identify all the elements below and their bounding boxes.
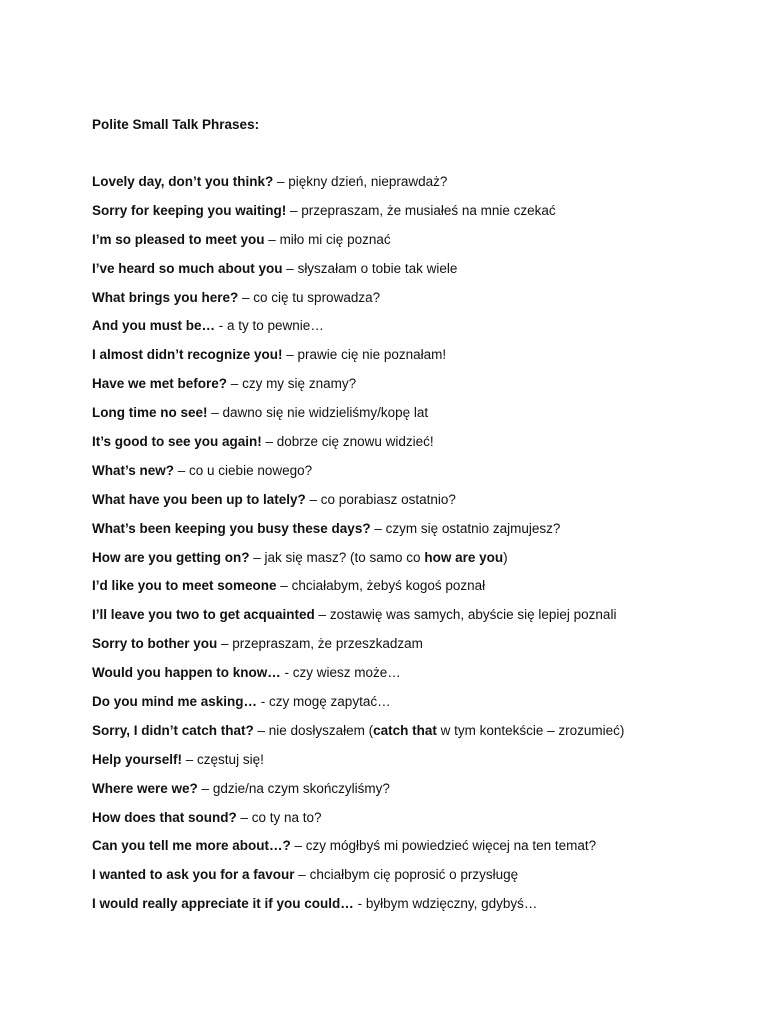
phrase-separator: –: [282, 347, 298, 363]
english-phrase: I’ll leave you two to get acquainted: [92, 607, 315, 623]
phrase-separator: –: [238, 289, 254, 305]
polish-translation: częstuj się!: [197, 751, 264, 767]
polish-translation: gdzie/na czym skończyliśmy?: [212, 780, 390, 796]
phrase-separator: -: [353, 896, 366, 912]
phrase-list: [92, 173, 624, 924]
polish-translation: byłbym wdzięczny, gdybyś…: [365, 896, 538, 912]
english-phrase: What brings you here?: [92, 289, 239, 305]
polish-translation: piękny dzień, nieprawdaż?: [288, 174, 448, 189]
phrase-separator: –: [370, 520, 386, 536]
polish-translation-tail: w tym kontekście – zrozumieć): [436, 722, 625, 738]
phrase-separator: –: [264, 231, 280, 247]
phrase-item: [92, 404, 624, 433]
polish-translation: czym się ostatnio zajmujesz?: [385, 520, 561, 536]
phrase-separator: –: [286, 202, 302, 218]
polish-translation: co porabiasz ostatnio?: [320, 491, 456, 507]
polish-translation: słyszałam o tobie tak wiele: [297, 260, 458, 276]
polish-translation: co ty na to?: [251, 809, 322, 825]
phrase-separator: -: [215, 318, 228, 334]
phrase-item: [92, 664, 624, 693]
phrase-item: [92, 722, 624, 751]
phrase-item: [92, 462, 624, 491]
phrase-separator: –: [290, 838, 306, 854]
polish-translation: czy wiesz może…: [292, 665, 401, 681]
polish-translation-emphasis: catch that: [373, 722, 437, 738]
polish-translation: miło mi cię poznać: [279, 231, 391, 247]
phrase-separator: –: [217, 636, 233, 652]
english-phrase: And you must be…: [92, 318, 216, 334]
phrase-separator: –: [305, 491, 321, 507]
phrase-separator: –: [314, 607, 330, 623]
polish-translation: dawno się nie widzieliśmy/kopę lat: [222, 405, 429, 421]
english-phrase: How are you getting on?: [92, 549, 250, 565]
english-phrase: Can you tell me more about…?: [92, 838, 291, 854]
phrase-item: [92, 751, 624, 780]
english-phrase: Help yourself!: [92, 751, 183, 767]
phrase-item: [92, 635, 624, 664]
polish-translation: chciałabym, żebyś kogoś poznał: [291, 578, 486, 594]
phrase-item: [92, 577, 624, 606]
polish-translation: zostawię was samych, abyście się lepiej poznali: [329, 607, 617, 623]
english-phrase: I wanted to ask you for a favour: [92, 867, 295, 883]
english-phrase: Sorry for keeping you waiting!: [92, 202, 287, 218]
english-phrase: Long time no see!: [92, 405, 208, 421]
english-phrase: Would you happen to know…: [92, 665, 281, 681]
phrase-item: [92, 780, 624, 809]
polish-translation: prawie cię nie poznałam!: [297, 347, 447, 363]
english-phrase: What have you been up to lately?: [92, 491, 306, 507]
polish-translation: dobrze cię znowu widzieć!: [276, 434, 434, 450]
phrase-separator: –: [282, 260, 298, 276]
english-phrase: What’s new?: [92, 462, 175, 478]
english-phrase: What’s been keeping you busy these days?: [92, 520, 371, 536]
phrase-separator: –: [227, 376, 243, 392]
phrase-item: [92, 866, 624, 895]
phrase-item: [92, 346, 624, 375]
document-title: Polite Small Talk Phrases:: [92, 117, 260, 132]
english-phrase: Sorry, I didn’t catch that?: [92, 722, 254, 738]
english-phrase: Have we met before?: [92, 376, 228, 392]
english-phrase: Do you mind me asking…: [92, 694, 258, 710]
phrase-separator: –: [207, 405, 223, 421]
phrase-item: [92, 375, 624, 404]
polish-translation-tail: ): [503, 549, 508, 565]
polish-translation-emphasis: how are you: [424, 549, 504, 565]
phrase-item: [92, 837, 624, 866]
phrase-separator: –: [236, 809, 252, 825]
polish-translation: czy mogę zapytać…: [269, 694, 391, 710]
phrase-separator: –: [276, 578, 292, 594]
english-phrase: How does that sound?: [92, 809, 237, 825]
phrase-item: [92, 433, 624, 462]
polish-translation: a ty to pewnie…: [227, 318, 324, 334]
phrase-separator: –: [253, 722, 269, 738]
phrase-item: [92, 173, 624, 202]
polish-translation: czy my się znamy?: [242, 376, 357, 392]
polish-translation: przepraszam, że przeszkadzam: [232, 636, 423, 652]
phrase-item: [92, 809, 624, 838]
polish-translation: nie dosłyszałem (: [268, 722, 374, 738]
phrase-separator: –: [261, 434, 277, 450]
english-phrase: I’ve heard so much about you: [92, 260, 283, 276]
english-phrase: It’s good to see you again!: [92, 434, 262, 450]
english-phrase: Sorry to bother you: [92, 636, 218, 652]
phrase-separator: –: [273, 174, 289, 189]
phrase-separator: –: [197, 780, 213, 796]
phrase-item: [92, 549, 624, 578]
english-phrase: I’m so pleased to meet you: [92, 231, 265, 247]
polish-translation: czy mógłbyś mi powiedzieć więcej na ten temat?: [305, 838, 597, 854]
english-phrase: I would really appreciate it if you could…: [92, 896, 354, 912]
phrase-item: [92, 895, 624, 924]
phrase-separator: –: [174, 462, 190, 478]
english-phrase: Where were we?: [92, 780, 198, 796]
phrase-separator: –: [182, 751, 198, 767]
phrase-item: [92, 693, 624, 722]
english-phrase: I almost didn’t recognize you!: [92, 347, 283, 363]
english-phrase: Lovely day, don’t you think?: [92, 174, 274, 189]
phrase-item: [92, 491, 624, 520]
english-phrase: I’d like you to meet someone: [92, 578, 277, 594]
phrase-item: [92, 520, 624, 549]
phrase-separator: –: [294, 867, 310, 883]
phrase-item: [92, 202, 624, 231]
phrase-item: [92, 317, 624, 346]
phrase-separator: –: [249, 549, 265, 565]
polish-translation: co u ciebie nowego?: [189, 462, 313, 478]
polish-translation: co cię tu sprowadza?: [253, 289, 381, 305]
phrase-item: [92, 606, 624, 635]
phrase-item: [92, 260, 624, 289]
polish-translation: przepraszam, że musiałeś na mnie czekać: [301, 202, 556, 218]
phrase-separator: -: [280, 665, 293, 681]
phrase-separator: -: [257, 694, 270, 710]
polish-translation: chciałbym cię poprosić o przysługę: [309, 867, 519, 883]
phrase-item: [92, 231, 624, 260]
polish-translation: jak się masz? (to samo co: [264, 549, 425, 565]
phrase-item: [92, 289, 624, 318]
